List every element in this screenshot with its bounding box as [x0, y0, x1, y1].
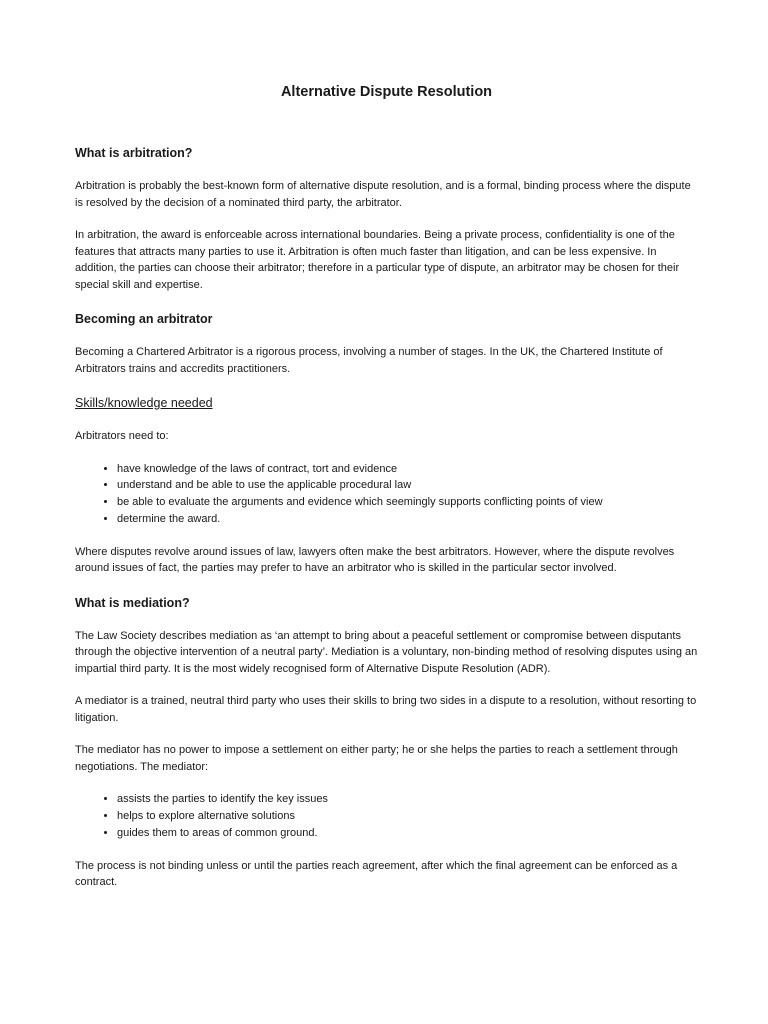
paragraph-arbitration-definition: Arbitration is probably the best-known form of alternative dispute resolution, and is a formal, binding process where the dispute is resolved by the decision of a nominated third party, the arbitrator. [75, 180, 691, 209]
paragraph-mediator-role: A mediator is a trained, neutral third party who uses their skills to bring two sides in a dispute to a resolution, without resorting to litigation. [75, 695, 697, 724]
paragraph-arbitration-benefits: In arbitration, the award is enforceable across international boundaries. Being a private process, confidentiality is one of the features that attracts many parties to use it. Arbitration is often much faster than litigation, and can be less expensive. In addition, the parties can choose their arbitrator; therefore in a particular type of dispute, an arbitrator may be chosen for their special skill and expertise. [75, 229, 680, 291]
paragraph-process-binding: The process is not binding unless or until the parties reach agreement, after which the final agreement can be enforced as a contract. [75, 859, 678, 889]
list-item: • assists the parties to identify the key issues [117, 791, 698, 808]
list-item: • helps to explore alternative solutions [117, 808, 698, 825]
list-item: • have knowledge of the laws of contract, tort and evidence [117, 461, 698, 478]
document-title: Alternative Dispute Resolution [280, 84, 493, 100]
paragraph-arbitrators-need: Arbitrators need to: [75, 430, 169, 442]
list-item: • guides them to areas of common ground. [117, 825, 698, 842]
paragraph-mediation-definition: The Law Society describes mediation as ‘an attempt to bring about a peaceful settlement or compromise between disputants through the objective intervention of a neutral party’. Mediation is a voluntary, non-binding method of resolving disputes using an impartial third party. It is the most widely recognised form of Alternative Dispute Resolution (ADR). [75, 629, 698, 675]
mediator-list [75, 791, 698, 841]
heading-becoming-arbitrator: Becoming an arbitrator [75, 312, 213, 326]
heading-what-is-mediation: What is mediation? [75, 595, 190, 610]
paragraph-lawyers-arbitrators: Where disputes revolve around issues of law, lawyers often make the best arbitrators. However, where the dispute revolves around issues of fact, the parties may prefer to have an arbitrator who is skilled in the particular sector involved. [75, 545, 675, 575]
heading-what-is-arbitration: What is arbitration? [75, 146, 193, 160]
heading-skills-knowledge: Skills/knowledge needed [75, 396, 213, 410]
skills-list [75, 461, 698, 528]
paragraph-mediator-power: The mediator has no power to impose a settlement on either party; he or she helps the parties to reach a settlement through negotiations. The mediator: [75, 744, 678, 773]
list-item: • be able to evaluate the arguments and evidence which seemingly supports conflicting points of view [117, 494, 698, 511]
list-item: • determine the award. [117, 511, 698, 528]
paragraph-becoming-arbitrator: Becoming a Chartered Arbitrator is a rigorous process, involving a number of stages. In the UK, the Chartered Institute of Arbitrators trains and accredits practitioners. [75, 346, 663, 375]
list-item: • understand and be able to use the applicable procedural law [117, 477, 698, 494]
